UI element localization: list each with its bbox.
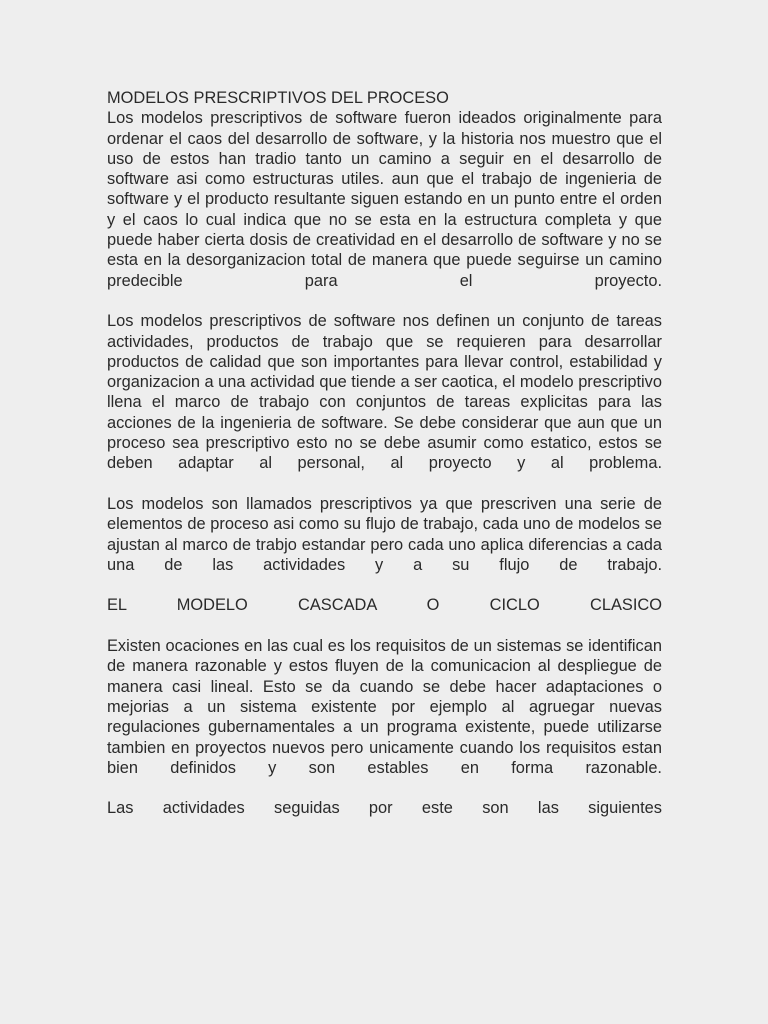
document-title: MODELOS PRESCRIPTIVOS DEL PROCESO — [107, 89, 449, 107]
section-heading-cascade: EL MODELO CASCADA O CICLO CLASICO — [107, 596, 662, 615]
paragraph-definition: Los modelos prescriptivos de software nos definen un conjunto de tareas actividades, productos de trabajo que se requieren para desarrollar productos de calidad que son importantes para llevar control, estabilidad y organizacion a una actividad que tiende a ser caotica, el modelo prescriptivo llena el marco de trabajo con conjuntos de tareas explicitas para las acciones de la ingenieria de software. Se debe considerar que aun que un proceso sea prescriptivo esto no se debe asumir como estatico, estos se deben adaptar al personal, al proyecto y al problema. — [107, 312, 662, 473]
paragraph-prescriptive: Los modelos son llamados prescriptivos ya que prescriven una serie de elementos de proceso asi como su flujo de trabajo, cada uno de modelos se ajustan al marco de trabjo estandar pero cada uno aplica diferencias a cada una de las actividades y a su flujo de trabajo. — [107, 494, 662, 574]
paragraph-intro: Los modelos prescriptivos de software fueron ideados originalmente para ordenar el caos del desarrollo de software, y la historia nos muestro que el uso de estos han tradio tanto un camino a seguir en el desarrollo de software asi como estructuras utiles. aun que el trabajo de ingenieria de software y el producto resultante siguen estando en un punto entre el orden y el caos lo cual indica que no se esta en la estructura completa y que puede haber cierta dosis de creatividad en el desarrollo de software y no se esta en la desorganizacion total de manera que puede seguirse un camino predecible para el proyecto. — [107, 109, 662, 290]
paragraph-cascade: Existen ocaciones en las cual es los requisitos de un sistemas se identifican de manera razonable y estos fluyen de la comunicacion al despliegue de manera casi lineal. Esto se da cuando se debe hacer adaptaciones o mejorias a un sistema existente por ejemplo al agruegar nuevas regulaciones gubernamentales a un programa existente, puede utilizarse tambien en proyectos nuevos pero unicamente cuando los requisitos estan bien definidos y son estables en forma razonable. — [107, 637, 662, 777]
document-page — [107, 88, 662, 819]
paragraph-activities: Las actividades seguidas por este son las siguientes — [107, 799, 662, 818]
